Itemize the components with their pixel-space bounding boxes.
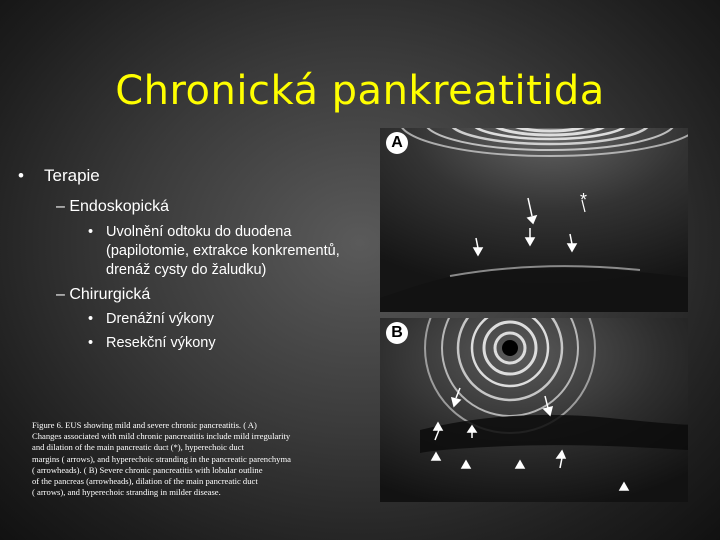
ultrasound-b-graphic xyxy=(380,318,688,502)
caption-line: Changes associated with mild chronic pancreatitis include mild irregularity xyxy=(32,431,291,442)
sub-item-resekcni: Resekční výkony xyxy=(106,335,216,351)
sub-bullet-endoskopicka-label: Endoskopická xyxy=(69,198,169,215)
ultrasound-image-b xyxy=(380,318,688,502)
duct-asterisk: * xyxy=(580,190,588,210)
slide-title: Chronická pankreatitida xyxy=(115,68,605,114)
sub-item-drenazni: Drenážní výkony xyxy=(106,311,214,327)
caption-line: margins ( arrows), and hyperechoic stranding in the pancreatic parenchyma xyxy=(32,453,291,464)
bullet-dot-icon: • xyxy=(18,166,24,185)
sub-bullet-chirurgicka-label: Chirurgická xyxy=(69,286,151,303)
sub-item-line-3: drenáž cysty do žaludku) xyxy=(106,262,267,278)
panel-b-label: B xyxy=(386,322,408,344)
sub-item-line-1: Uvolnění odtoku do duodena xyxy=(106,224,292,240)
caption-line: and dilation of the main pancreatic duct (*), hyperechoic duct xyxy=(32,442,244,453)
figure-caption xyxy=(32,420,352,498)
sub-item-uvolneni: • xyxy=(88,224,94,240)
caption-line: ( arrows), and hyperechoic stranding in milder disease. xyxy=(32,487,221,498)
bullet-terapie-label: Terapie xyxy=(44,166,100,185)
panel-a-label: A xyxy=(386,132,408,154)
caption-line: Figure 6. EUS showing mild and severe chronic pancreatitis. ( A) xyxy=(32,420,257,430)
ultrasound-image-a xyxy=(380,128,688,312)
sub-bullet-chirurgicka: – Chirurgická xyxy=(56,286,151,303)
caption-line: ( arrowheads). ( B) Severe chronic pancreatitis with lobular outline xyxy=(32,464,263,475)
sub-bullet-endoskopicka: – Endoskopická xyxy=(56,198,169,215)
sub-item-line-2: (papilotomie, extrakce konkrementů, xyxy=(106,243,340,259)
sub-item-bullet-2: • xyxy=(88,335,94,351)
ultrasound-a-graphic xyxy=(380,128,688,312)
caption-line: of the pancreas (arrowheads), dilation of the main pancreatic duct xyxy=(32,476,258,487)
sub-item-bullet-1: • xyxy=(88,311,94,327)
